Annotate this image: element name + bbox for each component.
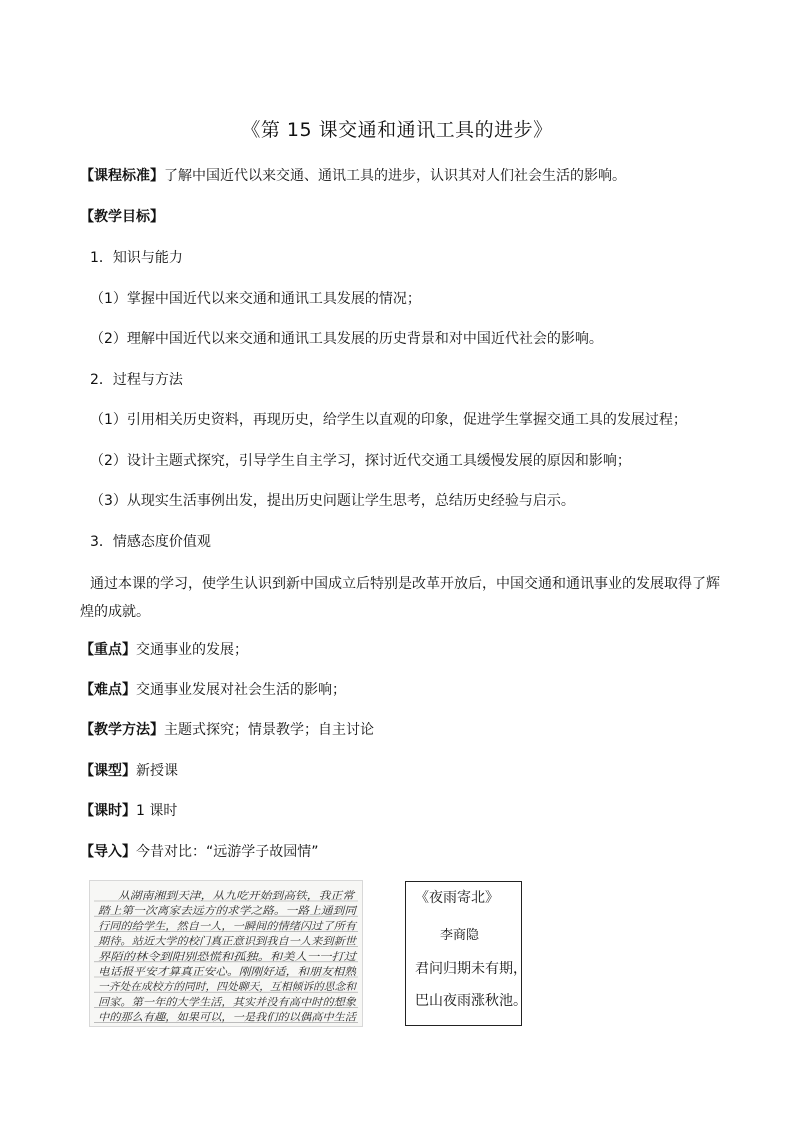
lesson-type-text: 新授课 (136, 763, 178, 779)
key-point-text: 交通事业的发展； (136, 642, 248, 658)
poem-line-1: 君问归期未有期， (415, 961, 527, 977)
handwriting-line: 界陌的林令到阳别恐慌和孤独。和美人一一打过 (98, 950, 358, 963)
key-point-label: 【重点】 (80, 642, 136, 658)
poem-box (405, 881, 527, 1026)
goal-3-paragraph: 通过本课的学习，使学生认识到新中国成立后特别是改革开放后，中国交通和通讯事业的发展取得了辉煌的成就。 (80, 576, 720, 620)
introduction (80, 842, 319, 862)
introduction-label: 【导入】 (80, 844, 136, 860)
lesson-type-label: 【课型】 (80, 763, 136, 779)
lesson-time (80, 801, 177, 821)
teaching-method-text: 主题式探究；情景教学；自主讨论 (164, 722, 374, 738)
introduction-text: 今昔对比：“远游学子故园情” (136, 844, 319, 860)
course-standard-label: 【课程标准】 (80, 168, 164, 184)
goal-section-1: 1．知识与能力 (90, 250, 183, 266)
handwritten-letter-image (89, 880, 363, 1027)
goal-section-3: 3．情感态度价值观 (90, 534, 211, 550)
lesson-type (80, 761, 178, 781)
goal-2-item-3: （3）从现实生活事例出发，提出历史问题让学生思考，总结历史经验与启示。 (90, 493, 575, 509)
lesson-time-text: 1 课时 (136, 803, 178, 819)
course-standard-text: 了解中国近代以来交通、通讯工具的进步，认识其对人们社会生活的影响。 (164, 168, 626, 184)
lesson-time-label: 【课时】 (80, 803, 136, 819)
goal-2-item-1: （1）引用相关历史资料，再现历史，给学生以直观的印象，促进学生掌握交通工具的发展过程； (90, 412, 687, 428)
teaching-method-label: 【教学方法】 (80, 722, 164, 738)
course-standard (80, 166, 626, 186)
handwriting-line: 中的那么有趣，如果可以，一是我们的以偶高中生活 (98, 1011, 358, 1024)
difficulty-label: 【难点】 (80, 682, 136, 698)
difficulty-text: 交通事业发展对社会生活的影响； (136, 682, 346, 698)
difficulty (80, 680, 346, 700)
handwriting-line: 期待。站近大学的校门真正意识到我自一人来到新世 (98, 935, 358, 948)
handwriting-line: 从湖南湘到天津，从九吃开始到高铁，我正常 (118, 890, 356, 902)
teaching-method (80, 720, 374, 740)
handwriting-line: 踏上第一次离家去远方的求学之路。一路上通到同 (98, 905, 358, 918)
poem-line-2: 巴山夜雨涨秋池。 (415, 993, 527, 1009)
goal-1-item-1: （1）掌握中国近代以来交通和通讯工具发展的情况； (90, 291, 421, 307)
handwriting-line: 电话报平安才算真正安心。刚刚好适，和朋友相熟 (98, 966, 357, 978)
handwriting-line: 一齐处在成校方的同时，四处聊天，互相倾诉的思念和 (98, 981, 358, 994)
key-point (80, 640, 248, 660)
goal-2-item-2: （2）设计主题式探究，引导学生自主学习，探讨近代交通工具缓慢发展的原因和影响； (90, 453, 631, 469)
teaching-goals-label: 【教学目标】 (80, 209, 164, 225)
page-title: 《第 15 课交通和通讯工具的进步》 (241, 119, 553, 141)
goal-1-item-2: （2）理解中国近代以来交通和通讯工具发展的历史背景和对中国近代社会的影响。 (90, 331, 603, 347)
goal-section-2: 2．过程与方法 (90, 372, 183, 388)
handwritten-letter-svg (90, 881, 362, 1026)
handwriting-line: 回家。第一年的大学生活，其实并没有高中时的想象 (98, 996, 357, 1009)
poem-title: 《夜雨寄北》 (415, 890, 499, 906)
poem-author: 李商隐 (440, 928, 480, 943)
handwriting-line: 行同的给学生，然自一人，一瞬间的情绪闪过了所有 (98, 920, 358, 933)
